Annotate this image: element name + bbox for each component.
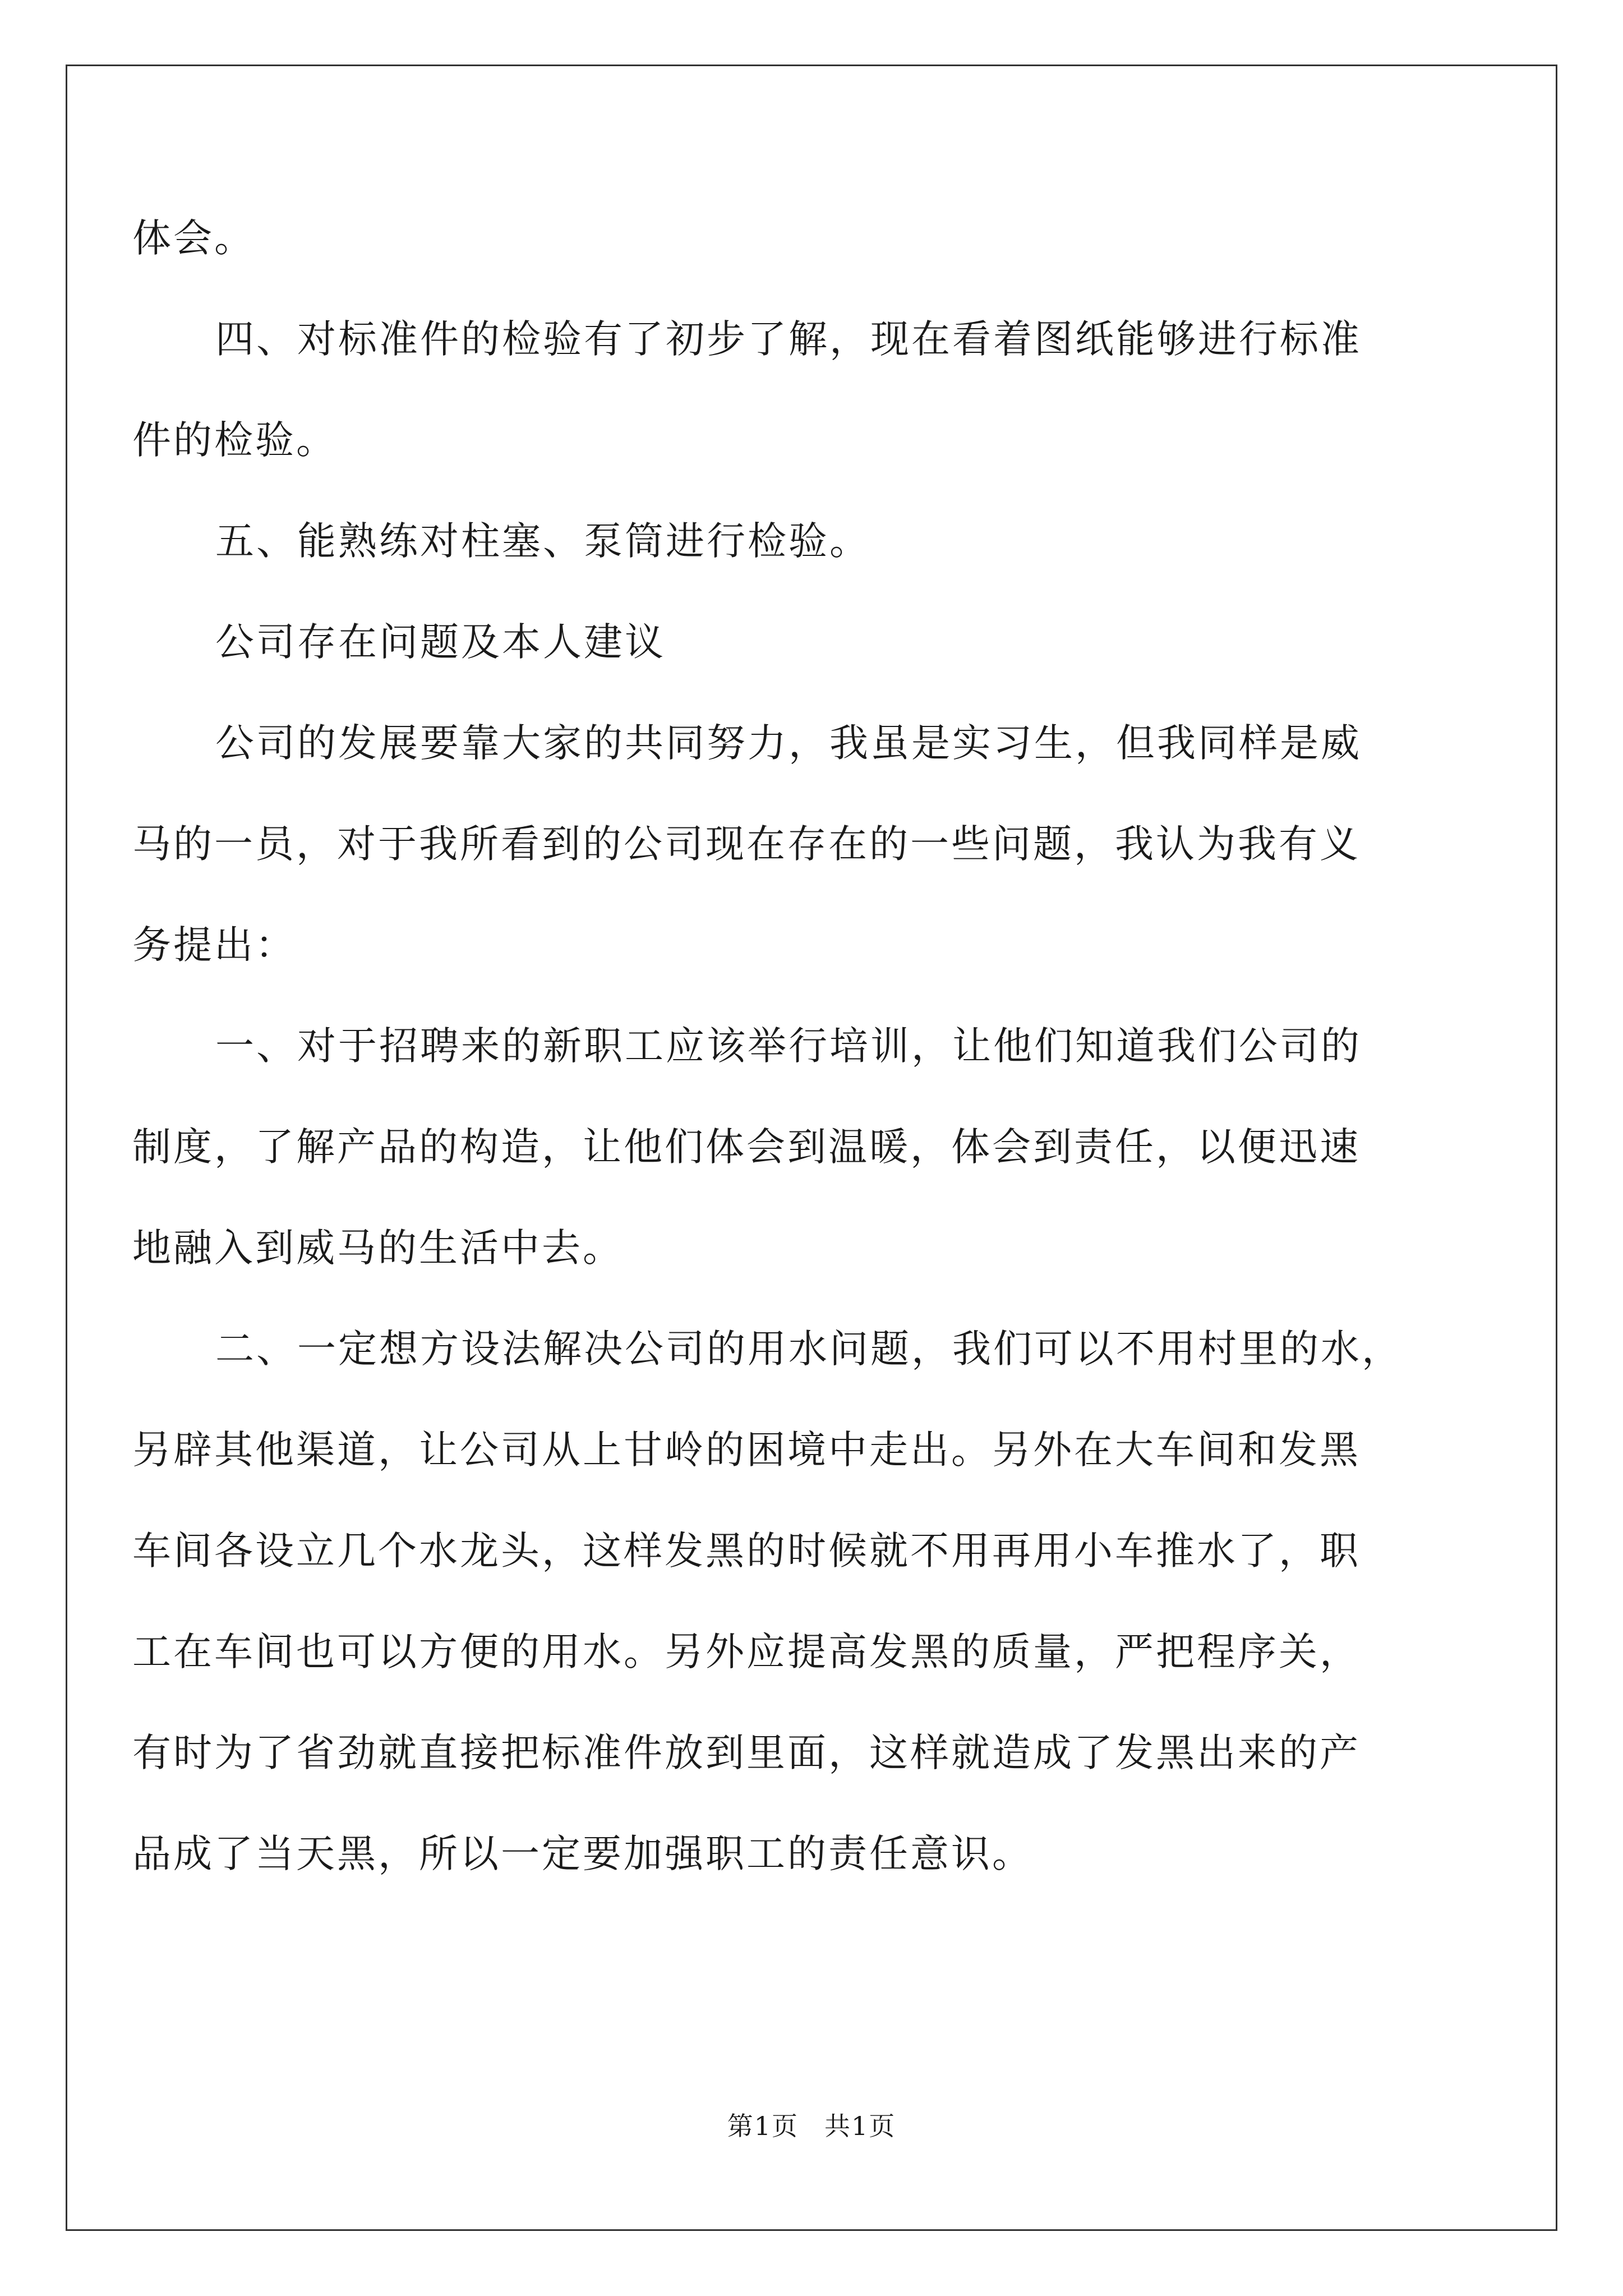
page-footer (0, 2109, 1623, 2143)
text-line: 地融入到威马的生活中去。 (132, 1226, 624, 1271)
text-line: 另辟其他渠道，让公司从上甘岭的困境中走出。另外在大车间和发黑 (132, 1428, 1361, 1473)
text-line: 二、一定想方设法解决公司的用水问题，我们可以不用村里的水， (215, 1327, 1403, 1372)
page-number-current: 第1页 (727, 2111, 799, 2141)
text-line: 五、能熟练对柱塞、泵筒进行检验。 (215, 519, 870, 564)
text-line: 制度，了解产品的构造，让他们体会到温暖，体会到责任，以便迅速 (132, 1125, 1361, 1170)
text-line: 车间各设立几个水龙头，这样发黑的时候就不用再用小车推水了，职 (132, 1529, 1361, 1573)
text-line: 体会。 (132, 216, 255, 261)
text-line: 品成了当天黑，所以一定要加强职工的责任意识。 (132, 1832, 1033, 1876)
text-line: 一、对于招聘来的新职工应该举行培训，让他们知道我们公司的 (215, 1024, 1362, 1069)
text-line: 件的检验。 (132, 418, 337, 463)
text-line: 有时为了省劲就直接把标准件放到里面，这样就造成了发黑出来的产 (132, 1731, 1361, 1775)
text-line: 工在车间也可以方便的用水。另外应提高发黑的质量，严把程序关， (132, 1630, 1361, 1674)
text-line: 四、对标准件的检验有了初步了解，现在看着图纸能够进行标准 (215, 317, 1362, 362)
text-line: 公司的发展要靠大家的共同努力，我虽是实习生，但我同样是威 (215, 721, 1362, 766)
page-number-total: 共1页 (824, 2111, 896, 2141)
text-line: 马的一员，对于我所看到的公司现在存在的一些问题，我认为我有义 (132, 822, 1361, 867)
document-body (132, 188, 1428, 1904)
section-heading: 公司存在问题及本人建议 (215, 620, 666, 665)
text-line: 务提出： (132, 923, 296, 968)
